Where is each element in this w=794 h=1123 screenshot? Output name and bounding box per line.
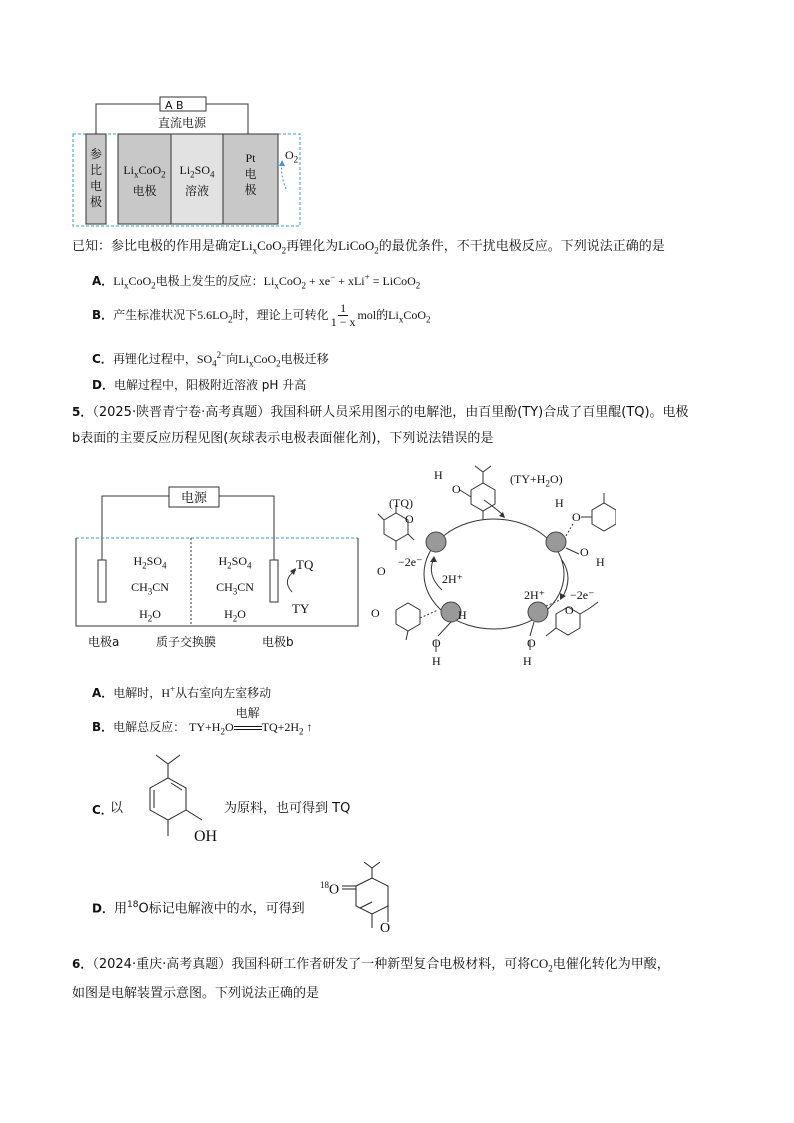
cycle-tq-label: (TQ) [389, 496, 413, 510]
q4-option-a: A．$Li_xCoO_2$电极上发生的反应：$Li_xCoO_2 + xe^- + xLi^+$ = LiCoO$_2$ [92, 272, 421, 291]
q5-option-c-label: C． [92, 803, 113, 817]
q4-option-b: B．产生标准状况下$5.6LO_2$时，理论上可转化 $\frac{1}{1 - x}$ mol的$Li_xCoO_2$ [92, 301, 431, 329]
labeled-quinone-o18: $^{18}$O [320, 880, 340, 898]
cycle-o-top-left: O [452, 482, 461, 496]
cycle-h-bottom-right: H [523, 654, 532, 668]
q5-stem-line2: b表面的主要反应历程见图(灰球表示电极表面催化剂)，下列说法错误的是 [72, 431, 494, 446]
cycle-o-tq-bottom: O [377, 564, 386, 578]
cycle-h-bottom-left2: H [432, 654, 441, 668]
catalyst-ball [426, 532, 446, 552]
cycle-minus2e-right: −2e⁻ [570, 588, 595, 602]
q5-left-electrolyte: $H_2SO_4$ $CH_3CN$ $H_2O$ [131, 554, 169, 624]
fig1-li2so4-label: $Li_2SO_4$ 溶液 [179, 163, 215, 199]
q5-option-d: D．用$^{18}$O标记电解液中的水，可得到 [92, 900, 305, 917]
cycle-h-top-right: H [555, 496, 564, 510]
fig1-pt-label: Pt 电 极 [244, 151, 257, 197]
q5-option-a: A．电解时，H+从右室向左室移动 [92, 684, 272, 700]
cycle-o-top-right: O [572, 510, 581, 524]
q5-option-c-text1: 以 [110, 801, 124, 816]
cycle-o-bottom-right: O [565, 603, 574, 617]
fig1-ref-electrode-label: 参 比 电 极 [89, 147, 102, 209]
cycle-o-bottom-left: O [371, 606, 380, 620]
cycle-o-right: O [580, 545, 589, 559]
fig1-o2-label: $O_2$ [285, 148, 299, 165]
cycle-h-bottom-left: H [458, 608, 467, 622]
q5-stem-line1: 5．（2025·陕晋青宁卷·高考真题）我国科研人员采用图示的电解池，由百里酚(TY)合成了百里醌(TQ)。电极 [72, 405, 689, 420]
q5-option-c-text2: 为原料，也可得到 TQ [224, 801, 351, 816]
fig1-power-label: 直流电源 [158, 116, 207, 130]
q6-stem-line1: 6．（2024·重庆·高考真题）我国科研工作者研发了一种新型复合电极材料，可将$CO_2$电催化转化为甲酸， [72, 956, 670, 974]
cycle-o-tq-top: O [405, 512, 414, 526]
catalyst-ball [546, 532, 566, 552]
cycle-h-right: H [596, 555, 605, 569]
q4-known-line: 已知：参比电极的作用是确定$Li_xCoO_2$再锂化为LiCoO$_2$的最优条件，不干扰电极反应。下列说法正确的是 [72, 238, 665, 256]
q5-option-b: B．电解总反应： $TY+H_2O$ 电解 $TQ+2H_2$ ↑ [92, 706, 313, 737]
q5-membrane-label: 质子交换膜 [156, 635, 217, 649]
q5-option-c-oh: OH [194, 828, 218, 845]
q5-electrode-a-label: 电极a [88, 635, 120, 649]
q5-tq-label: TQ [296, 557, 314, 572]
q5-right-electrolyte: $H_2SO_4$ $CH_3CN$ $H_2O$ [216, 554, 254, 624]
q5-ty-label: TY [292, 601, 310, 616]
fig1-ab-label: A B [165, 99, 184, 112]
cycle-h-top-left: H [434, 468, 443, 482]
q5-power-label: 电源 [181, 491, 208, 506]
q5-electrode-b-label: 电极b [262, 635, 294, 649]
fig1-licoo2-label: $Li_xCoO_2$ 电极 [123, 163, 166, 199]
q6-stem-line2: 如图是电解装置示意图。下列说法正确的是 [72, 986, 320, 1001]
q4-option-d: D．电解过程中，阳极附近溶液 pH 升高 [92, 378, 307, 392]
cycle-2h-left: 2H⁺ [442, 572, 463, 586]
cycle-2h-right: 2H⁺ [524, 588, 545, 602]
cycle-o-bottom-left2: O [432, 636, 441, 650]
q4-option-c: C．再锂化过程中，$SO_4^{2-}$向$Li_xCoO_2$电极迁移 [92, 350, 329, 369]
cycle-ty-h2o-label: $(TY+H_2O)$ [510, 472, 563, 489]
cycle-minus2e-left: −2e⁻ [398, 555, 423, 569]
labeled-quinone-o: O [380, 921, 391, 936]
catalyst-ball [528, 602, 548, 622]
cycle-o-bottom-right2: O [527, 636, 536, 650]
